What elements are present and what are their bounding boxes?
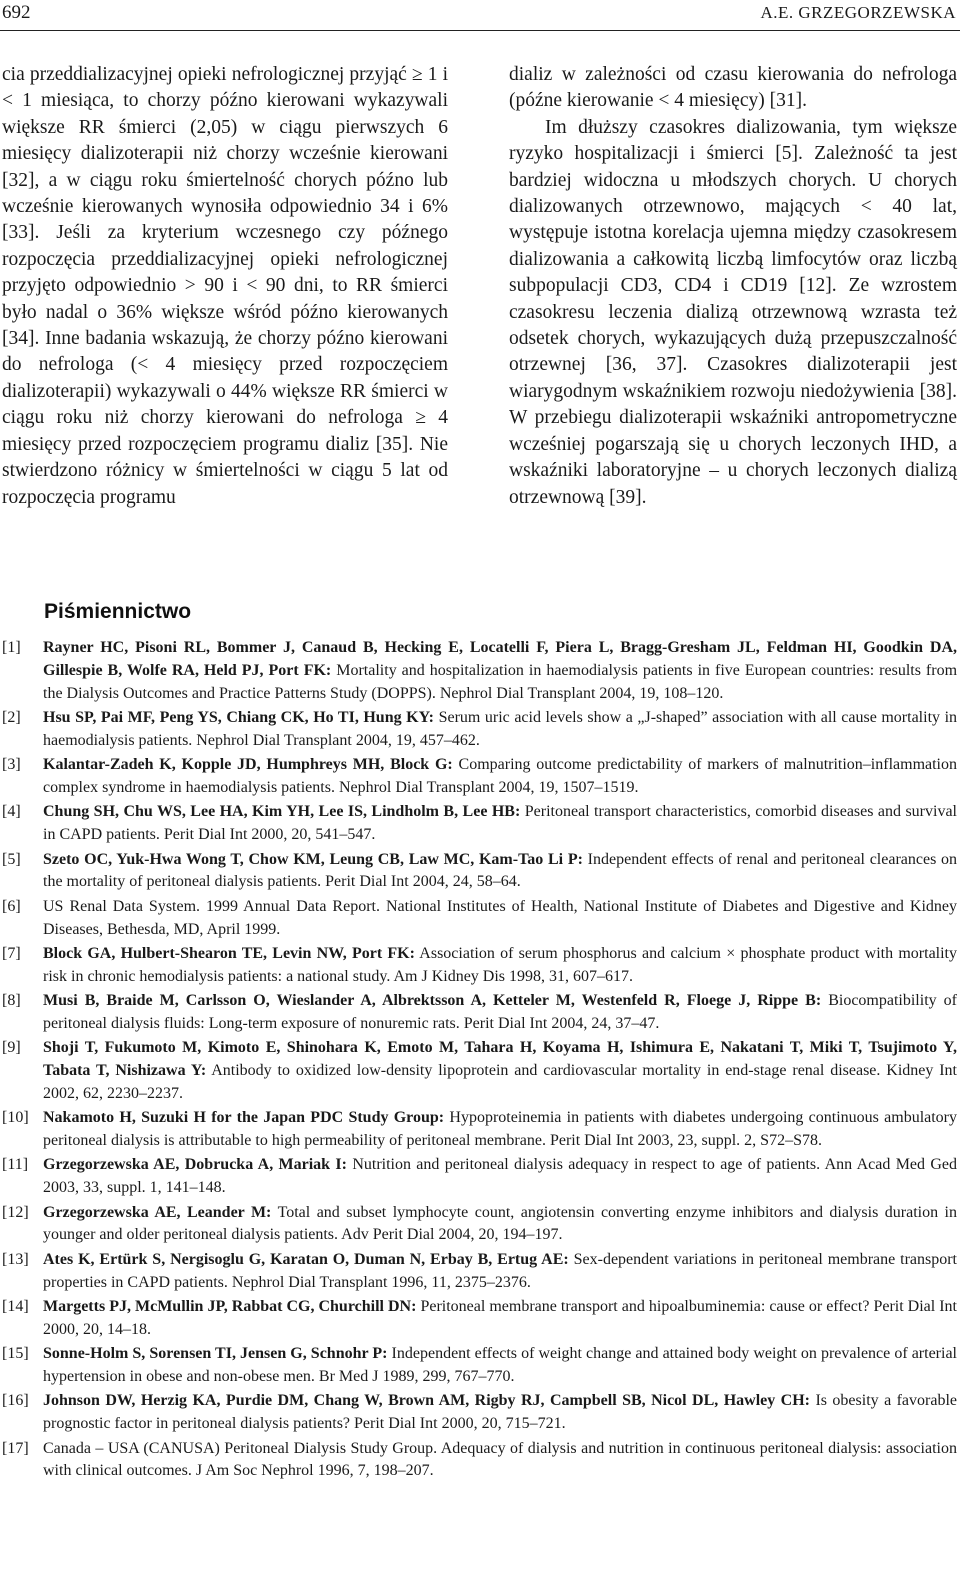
paragraph: dializ w zależności od czasu kierowania do nefrologa (późne kierowanie < 4 miesięcy) [31]. [509,64,957,112]
paragraph: cia przeddializacyjnej opieki nefrologicznej przyjąć ≥ 1 i < 1 miesiąca, to chorzy późno kierowani wykazywali większe RR śmierci (2,05) w ciągu pierwszych 6 miesięcy dializoterapii niż chorzy wcześnie kierowani [32], a w ciągu roku śmiertelność chorych późno lub wcześnie kierowanych wynosiła odpowiednio 34 i 6% [33]. Jeśli za kryterium wczesnego czy późnego rozpoczęcia przeddializacyjnej opieki nefrologicznej przyjęto odpowiednio > 90 i < 90 dni, to RR śmierci było nadal o 36% większe wśród późno kierowanych [34]. Inne badania wskazują, że chorzy późno kierowani do nefrologa (< 4 miesięcy przed rozpoczęciem dializoterapii) wykazywali o 44% większe RR śmierci w ciągu roku niż chorzy kierowani do nefrologa ≥ 4 miesięcy przed rozpoczęciem programu dializ [35]. Nie stwierdzono różnicy w śmiertelności w ciągu 5 lat od rozpoczęcia programu [2,64,448,508]
reference-item [0,849,960,895]
reference-number: [10] [2,1109,29,1127]
reference-number: [8] [2,992,21,1010]
reference-authors: Ates K, Ertürk S, Nergisoglu G, Karatan O, Duman N, Erbay B, Ertug AE: [43,1250,569,1268]
reference-text: Hypoproteinemia in patients with diabetes undergoing continuous ambulatory peritoneal dialysis is attributable to high permeability of peritoneal membrane. Perit Dial Int 2003, 23, suppl. 2, S72–S78. [43,1109,958,1150]
reference-number: [14] [2,1298,29,1316]
reference-number: [11] [2,1156,29,1174]
reference-authors: Block GA, Hulbert-Shearon TE, Levin NW, Port FK: [43,944,415,962]
reference-authors: Kalantar-Zadeh K, Kopple JD, Humphreys MH, Block G: [43,756,453,774]
reference-text: Comparing outcome predictability of markers of malnutrition–inflammation complex syndrome in haemodialysis patients. Nephrol Dial Transplant 2004, 19, 1507–1519. [43,756,958,796]
reference-number: [6] [2,897,21,915]
reference-text: Nutrition and peritoneal dialysis adequacy in respect to age of patients. Ann Acad Med Ged 2003, 33, suppl. 1, 141–148. [43,1156,958,1197]
reference-item [0,990,960,1036]
reference-number: [13] [2,1250,29,1268]
running-head: A.E. GRZEGORZEWSKA [760,3,956,22]
reference-item [0,1390,960,1436]
reference-text: Serum uric acid levels show a „J-shaped” association with all cause mortality in haemodialysis patients. Nephrol Dial Transplant 2004, 19, 457–462. [43,708,958,749]
right-column [509,62,957,511]
reference-item [0,637,960,705]
reference-text: Biocompatibility of peritoneal dialysis fluids: Long-term exposure of nonuremic rats. Perit Dial Int 2004, 24, 37–47. [43,992,957,1032]
reference-authors: Johnson DW, Herzig KA, Purdie DM, Chang W, Brown AM, Rigby RJ, Campbell SB, Nicol DL, Hawley CH: [43,1392,810,1410]
reference-authors: Musi B, Braide M, Carlsson O, Wieslander A, Albrektsson A, Ketteler M, Westenfeld R, Floege J, Rippe B: [43,992,822,1010]
reference-text: Peritoneal transport characteristics, comorbid diseases and survival in CAPD patients. Perit Dial Int 2000, 20, 541–547. [43,803,958,844]
reference-authors: Szeto OC, Yuk-Hwa Wong T, Chow KM, Leung CB, Law MC, Kam-Tao Li P: [43,850,583,868]
reference-number: [17] [2,1439,29,1457]
reference-text: Mortality and hospitalization in haemodialysis patients in five European countries: results from the Dialysis Outcomes and Practice Patterns Study (DOPPS). Nephrol Dial Transplant 2004, 19, 108–120. [43,661,958,702]
reference-item [0,801,960,847]
page-number: 692 [2,2,31,23]
reference-number: [4] [2,803,21,821]
reference-number: [2] [2,708,21,726]
reference-authors: Grzegorzewska AE, Leander M: [43,1203,272,1221]
reference-item [0,1154,960,1200]
reference-authors: Margetts PJ, McMullin JP, Rabbat CG, Churchill DN: [43,1298,417,1316]
reference-item [0,754,960,800]
reference-authors: Shoji T, Fukumoto M, Kimoto E, Shinohara K, Emoto M, Tahara H, Koyama H, Ishimura E, Nakatani T, Miki T, Tsujimoto Y, Tabata T, Nishizawa Y: [43,1039,957,1080]
reference-number: [3] [2,756,21,774]
reference-text: Independent effects of renal and peritoneal clearances on the mortality of peritoneal dialysis patients. Perit Dial Int 2004, 24, 58–64. [43,850,958,891]
reference-text: Sex-dependent variations in peritoneal membrane transport properties in CAPD patients. Nephrol Dial Transplant 1996, 11, 2375–2376. [43,1250,958,1291]
page-header [0,0,960,30]
reference-text: Is obesity a favorable prognostic factor in peritoneal dialysis patients? Perit Dial Int 2000, 20, 715–721. [43,1392,958,1433]
reference-text: Canada – USA (CANUSA) Peritoneal Dialysis Study Group. Adequacy of dialysis and nutrition in continuous peritoneal dialysis: association with clinical outcomes. J Am Soc Nephrol 1996, 7, 198–207. [43,1439,957,1480]
reference-text: US Renal Data System. 1999 Annual Data Report. National Institutes of Health, National Institute of Diabetes and Digestive and Kidney Diseases, Bethesda, MD, April 1999. [43,897,957,938]
reference-item [0,1296,960,1342]
reference-text: Peritoneal membrane transport and hipoalbuminemia: cause or effect? Perit Dial Int 2000, 20, 14–18. [43,1298,958,1338]
reference-item [0,1438,960,1484]
bibliography-title: Piśmiennictwo [44,600,192,623]
reference-authors: Rayner HC, Pisoni RL, Bommer J, Canaud B, Hecking E, Locatelli F, Piera L, Bragg-Gresham JL, Feldman HI, Goodkin DA, Gillespie B, Wolfe RA, Held PJ, Port FK: [43,639,957,679]
reference-text: Independent effects of weight change and attained body weight on prevalence of arterial hypertension in obese and non-obese men. Br Med J 1989, 299, 767–770. [43,1345,958,1386]
reference-item [0,1343,960,1389]
reference-authors: Grzegorzewska AE, Dobrucka A, Mariak I: [43,1156,347,1174]
reference-item [0,1249,960,1295]
reference-item [0,1037,960,1105]
reference-number: [1] [2,639,21,656]
reference-authors: Nakamoto H, Suzuki H for the Japan PDC Study Group: [43,1109,445,1127]
reference-item [0,1107,960,1153]
header-rule [0,30,960,31]
reference-number: [5] [2,850,21,868]
reference-authors: Hsu SP, Pai MF, Peng YS, Chiang CK, Ho TI, Hung KY: [43,708,435,726]
reference-text: Total and subset lymphocyte count, angiotensin converting enzyme inhibitors and dialysis duration in younger and older peritoneal dialysis patients. Adv Perit Dial 2004, 20, 194–197. [43,1203,957,1244]
reference-item [0,896,960,942]
reference-text: Association of serum phosphorus and calcium × phosphate product with mortality risk in chronic hemodialysis patients: a national study. Am J Kidney Dis 1998, 31, 607–617. [43,944,957,985]
reference-authors: Chung SH, Chu WS, Lee HA, Kim YH, Lee IS, Lindholm B, Lee HB: [43,803,521,821]
reference-number: [16] [2,1392,29,1410]
paragraph: Im dłuższy czasokres dializowania, tym większe ryzyko hospitalizacji i śmierci [5]. Zależność ta jest bardziej widoczna u młodszych chorych. U chorych dializowanych otrzewnowo, mających < 40 lat, występuje istotna korelacja ujemna między czasokresem dializowania a całkowitą liczbą limfocytów oraz liczbą subpopulacji CD3, CD4 i CD19 [12]. Ze wzrostem czasokresu leczenia dializą otrzewnową wzrasta też odsetek chorych, wykazujących dużą przepuszczalność otrzewnej [36, 37]. Czasokres dializoterapii jest wiarygodnym wskaźnikiem rozwoju niedożywienia [38]. W przebiegu dializoterapii wskaźniki antropometryczne wcześniej pogarszają się u chorych leczonych IHD, a wskaźniki laboratoryjne – u chorych leczonych dializą otrzewnową [39]. [509,116,957,508]
left-column [2,62,448,511]
reference-item [0,943,960,989]
reference-authors: Sonne-Holm S, Sorensen TI, Jensen G, Schnohr P: [43,1345,388,1363]
reference-number: [7] [2,944,21,962]
reference-number: [15] [2,1345,29,1363]
reference-item [0,1202,960,1248]
reference-number: [12] [2,1203,29,1221]
reference-item [0,707,960,753]
reference-list [0,637,960,1485]
reference-text: Antibody to oxidized low-density lipoprotein and cardiovascular mortality in end-stage renal disease. Kidney Int 2002, 62, 2230–2237. [43,1062,957,1102]
reference-number: [9] [2,1039,21,1057]
